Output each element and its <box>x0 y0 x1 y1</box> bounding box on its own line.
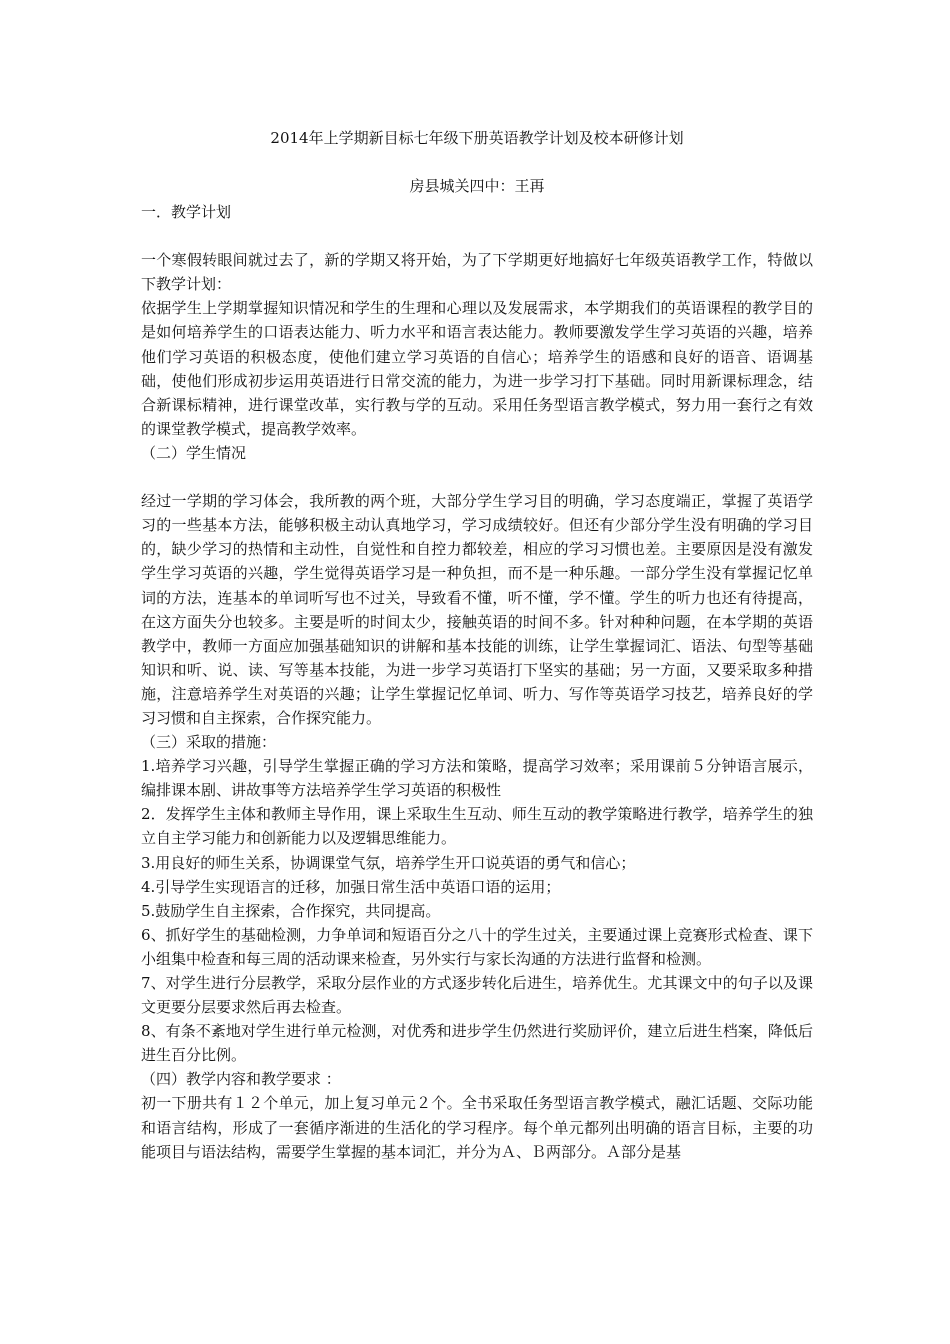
paragraph-intro: 一个寒假转眼间就过去了，新的学期又将开始，为了下学期更好地搞好七年级英语教学工作，特做以下教学计划： <box>141 251 813 294</box>
blank-line <box>141 224 813 248</box>
section-heading-content-requirements: （四）教学内容和教学要求 ： <box>141 1070 341 1089</box>
document-title: 2014年上学期新目标七年级下册英语教学计划及校本研修计划 <box>270 129 684 147</box>
paragraph-student-situation: 经过一学期的学习体会，我所教的两个班，大部分学生学习目的明确，学习态度端正，掌握了英语学习的一些基本方法，能够积极主动认真地学习，学习成绩较好。但还有少部分学生没有明确的学习目的，缺少学习的热情和主动性，自觉性和自控力都较差，相应的学习习惯也差。主要原因是没有激发学生学习英语的兴趣，学生觉得英语学习是一种负担，而不是一种乐趣。一部分学生没有掌握记忆单词的方法，连基本的单词听写也不过关，导致看不懂，听不懂，学不懂。学生的听力也还有待提高，在这方面失分也较多。主要是听的时间太少，接触英语的时间不多。针对种种问题，在本学期的英语教学中，教师一方面应加强基础知识的讲解和基本技能的训练，让学生掌握词汇、语法、句型等基础知识和听、说、读、写等基本技能，为进一步学习英语打下坚实的基础；另一方面，又要采取多种措施，注意培养学生对英语的兴趣；让学生掌握记忆单词、听力、写作等英语学习技艺，培养良好的学习习惯和自主探索，合作探究能力。 <box>141 492 813 727</box>
list-item-measure-1: 1.培养学习兴趣，引导学生掌握正确的学习方法和策略，提高学习效率；采用课前５分钟语言展示，编排课本剧、讲故事等方法培养学生学习英语的积极性 <box>141 757 813 800</box>
list-item-measure-7: 7、对学生进行分层教学，采取分层作业的方式逐步转化后进生，培养优生。尤其课文中的句子以及课文更要分层要求然后再去检查。 <box>141 974 813 1017</box>
paragraph-teaching-goals: 依据学生上学期掌握知识情况和学生的生理和心理以及发展需求，本学期我们的英语课程的教学目的是如何培养学生的口语表达能力、听力水平和语言表达能力。教师要激发学生学习英语的兴趣，培养他们学习英语的积极态度，使他们建立学习英语的自信心；培养学生的语感和良好的语音、语调基础，使他们形成初步运用英语进行日常交流的能力，为进一步学习打下基础。同时用新课标理念，结合新课标精神，进行课堂改革，实行教与学的互动。采用任务型语言教学模式，努力用一套行之有效的课堂教学模式，提高教学效率。 <box>141 299 813 438</box>
section-heading-teaching-plan: 一．教学计划 <box>141 203 232 221</box>
section-heading-student-situation: （二）学生情况 <box>141 443 247 462</box>
list-item-measure-3: 3.用良好的师生关系，协调课堂气氛，培养学生开口说英语的勇气和信心； <box>141 853 636 872</box>
list-item-measure-5: 5.鼓励学生自主探索，合作探究，共同提高。 <box>141 901 441 920</box>
list-item-measure-8: 8、有条不紊地对学生进行单元检测，对优秀和进步学生仍然进行奖励评价，建立后进生档案，降低后进生百分比例。 <box>141 1022 813 1065</box>
blank-line <box>141 465 813 489</box>
list-item-measure-2: 2．发挥学生主体和教师主导作用，课上采取生生互动、师生互动的教学策略进行教学，培养学生的独立自主学习能力和创新能力以及逻辑思维能力。 <box>141 805 813 848</box>
list-item-measure-4: 4.引导学生实现语言的迁移，加强日常生活中英语口语的运用； <box>141 877 561 896</box>
paragraph-content-requirements: 初一下册共有１２个单元，加上复习单元２个。全书采取任务型语言教学模式，融汇话题、交际功能和语言结构，形成了一套循序渐进的生活化的学习程序。每个单元都列出明确的语言目标，主要的功能项目与语法结构，需要学生掌握的基本词汇，并分为Ａ、Ｂ两部分。Ａ部分是基 <box>141 1094 813 1161</box>
list-item-measure-6: 6、抓好学生的基础检测，力争单词和短语百分之八十的学生过关，主要通过课上竞赛形式检查、课下小组集中检查和每三周的活动课来检查，另外实行与家长沟通的方法进行监督和检测。 <box>141 925 813 968</box>
document-author: 房县城关四中：王再 <box>409 177 545 195</box>
document-body <box>141 200 813 1164</box>
section-heading-measures: （三）采取的措施： <box>141 733 277 752</box>
